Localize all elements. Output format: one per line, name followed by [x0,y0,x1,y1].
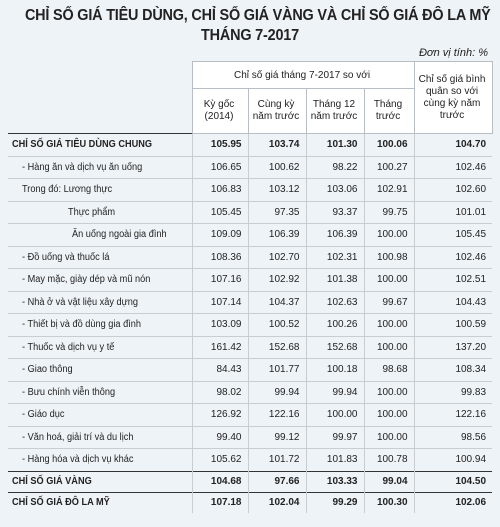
header-group: Chỉ số giá tháng 7-2017 so với [192,62,414,89]
header-col1: Kỳ gốc (2014) [192,89,248,134]
title-line-2: THÁNG 7-2017 [201,27,299,44]
table-row: CHỈ SỐ GIÁ TIÊU DÙNG CHUNG 105.95 103.74 101.30 100.06 104.70 [8,134,492,157]
header-row-top [8,62,492,89]
price-index-table [8,61,493,513]
table-row: - Thuốc và dịch vụ y tế 161.42 152.68 152.68 100.00 137.20 [8,336,492,359]
table-row: Trong đó: Lương thực 106.83 103.12 103.06 102.91 102.60 [8,179,492,202]
table-row: - Hàng ăn và dịch vụ ăn uống 106.65 100.62 98.22 100.27 102.46 [8,156,492,179]
document-title [24,0,491,46]
table-row: - Giao thông 84.43 101.77 100.18 98.68 108.34 [8,359,492,382]
table-row: CHỈ SỐ GIÁ VÀNG 104.68 97.66 103.33 99.04 104.50 [8,471,492,492]
table-row: - May mặc, giày dép và mũ nón 107.16 102.92 101.38 100.00 102.51 [8,269,492,292]
header-col5: Chỉ số giá bình quân so với cùng kỳ năm trước [414,62,492,134]
table-row: - Nhà ở và vật liệu xây dựng 107.14 104.37 102.63 99.67 104.43 [8,291,492,314]
table-row: CHỈ SỐ GIÁ ĐÔ LA MỸ 107.18 102.04 99.29 100.30 102.06 [8,492,492,513]
header-col2: Cùng kỳ năm trước [248,89,306,134]
table-row: - Bưu chính viễn thông 98.02 99.94 99.94 100.00 99.83 [8,381,492,404]
header-col4: Tháng trước [364,89,414,134]
table-row: - Giáo dục 126.92 122.16 100.00 100.00 122.16 [8,404,492,427]
table-row: Ăn uống ngoài gia đình 109.09 106.39 106.39 100.00 105.45 [8,224,492,247]
unit-note: Đơn vị tính: % [418,47,488,59]
table-row: - Đồ uống và thuốc lá 108.36 102.70 102.31 100.98 102.46 [8,246,492,269]
header-col3: Tháng 12 năm trước [306,89,364,134]
header-empty-cell [8,62,192,134]
table-row: Thực phẩm 105.45 97.35 93.37 99.75 101.01 [8,201,492,224]
title-line-1: CHỈ SỐ GIÁ TIÊU DÙNG, CHỈ SỐ GIÁ VÀNG VÀ CHỈ SỐ GIÁ ĐÔ LA MỸ [24,7,491,24]
table-row: - Văn hoá, giải trí và du lịch 99.40 99.12 99.97 100.00 98.56 [8,426,492,449]
table-row: - Thiết bị và đồ dùng gia đình 103.09 100.52 100.26 100.00 100.59 [8,314,492,337]
table-row: - Hàng hóa và dịch vụ khác 105.62 101.72 101.83 100.78 100.94 [8,449,492,472]
